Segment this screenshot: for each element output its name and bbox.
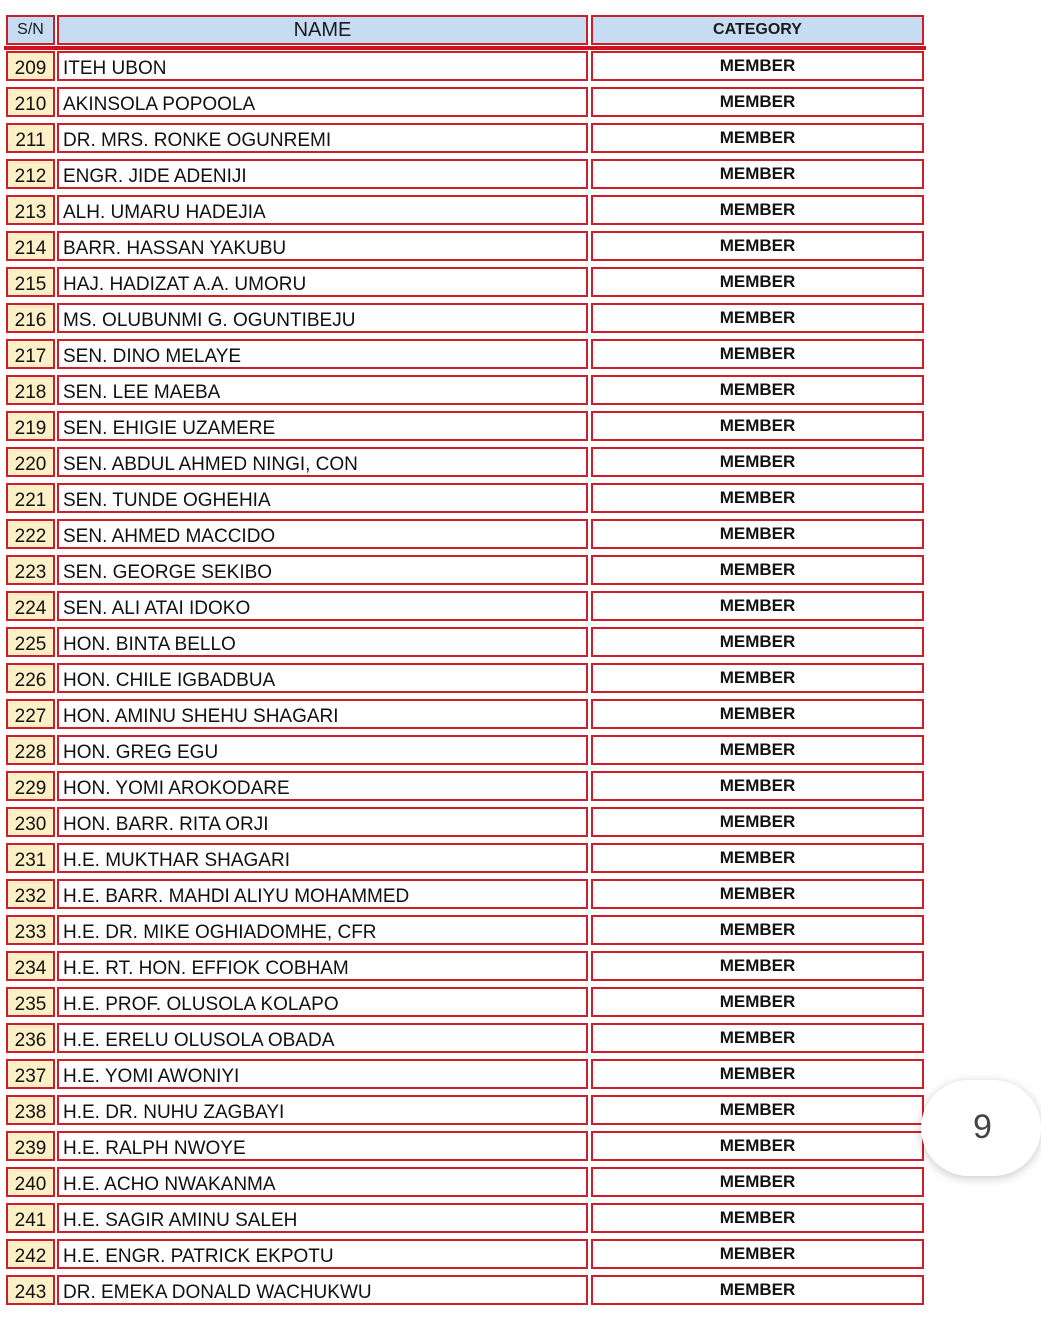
row-sn: 213 <box>6 195 55 225</box>
row-name: HON. YOMI AROKODARE <box>57 771 588 801</box>
header-name: NAME <box>57 15 588 45</box>
row-sn: 233 <box>6 915 55 945</box>
table-row <box>4 337 926 373</box>
table-row <box>4 1057 926 1093</box>
row-category: MEMBER <box>591 447 924 477</box>
table-row <box>4 1237 926 1273</box>
table-row <box>4 49 926 85</box>
row-category: MEMBER <box>591 915 924 945</box>
table-row <box>4 913 926 949</box>
row-category: MEMBER <box>591 51 924 81</box>
row-sn: 226 <box>6 663 55 693</box>
table-row <box>4 1165 926 1201</box>
row-name: SEN. DINO MELAYE <box>57 339 588 369</box>
row-name: H.E. SAGIR AMINU SALEH <box>57 1203 588 1233</box>
row-category: MEMBER <box>591 1167 924 1197</box>
row-sn: 214 <box>6 231 55 261</box>
row-category: MEMBER <box>591 663 924 693</box>
row-name: H.E. ERELU OLUSOLA OBADA <box>57 1023 588 1053</box>
table-header-row <box>4 13 926 49</box>
row-category: MEMBER <box>591 735 924 765</box>
row-category: MEMBER <box>591 627 924 657</box>
row-name: HAJ. HADIZAT A.A. UMORU <box>57 267 588 297</box>
row-sn: 228 <box>6 735 55 765</box>
row-name: H.E. DR. NUHU ZAGBAYI <box>57 1095 588 1125</box>
row-category: MEMBER <box>591 267 924 297</box>
row-sn: 222 <box>6 519 55 549</box>
row-sn: 209 <box>6 51 55 81</box>
row-name: H.E. RALPH NWOYE <box>57 1131 588 1161</box>
table-row <box>4 373 926 409</box>
table-row <box>4 445 926 481</box>
row-category: MEMBER <box>591 1095 924 1125</box>
row-category: MEMBER <box>591 1059 924 1089</box>
row-category: MEMBER <box>591 591 924 621</box>
table-row <box>4 841 926 877</box>
row-sn: 238 <box>6 1095 55 1125</box>
row-name: SEN. EHIGIE UZAMERE <box>57 411 588 441</box>
side-button-glyph: 9 <box>973 1108 992 1146</box>
row-sn: 229 <box>6 771 55 801</box>
table-row <box>4 481 926 517</box>
row-name: H.E. PROF. OLUSOLA KOLAPO <box>57 987 588 1017</box>
row-sn: 221 <box>6 483 55 513</box>
row-category: MEMBER <box>591 1239 924 1269</box>
row-sn: 212 <box>6 159 55 189</box>
row-sn: 242 <box>6 1239 55 1269</box>
table-row <box>4 949 926 985</box>
row-sn: 211 <box>6 123 55 153</box>
row-name: H.E. ENGR. PATRICK EKPOTU <box>57 1239 588 1269</box>
row-category: MEMBER <box>591 519 924 549</box>
table-row <box>4 589 926 625</box>
row-name: H.E. ACHO NWAKANMA <box>57 1167 588 1197</box>
row-name: H.E. YOMI AWONIYI <box>57 1059 588 1089</box>
row-name: HON. AMINU SHEHU SHAGARI <box>57 699 588 729</box>
table-row <box>4 1201 926 1237</box>
row-category: MEMBER <box>591 195 924 225</box>
row-sn: 232 <box>6 879 55 909</box>
row-category: MEMBER <box>591 231 924 261</box>
row-name: ENGR. JIDE ADENIJI <box>57 159 588 189</box>
row-sn: 220 <box>6 447 55 477</box>
row-name: H.E. MUKTHAR SHAGARI <box>57 843 588 873</box>
table-row <box>4 229 926 265</box>
row-category: MEMBER <box>591 339 924 369</box>
row-sn: 240 <box>6 1167 55 1197</box>
row-sn: 237 <box>6 1059 55 1089</box>
header-category: CATEGORY <box>591 15 924 45</box>
row-name: DR. MRS. RONKE OGUNREMI <box>57 123 588 153</box>
row-category: MEMBER <box>591 1203 924 1233</box>
row-sn: 218 <box>6 375 55 405</box>
row-sn: 215 <box>6 267 55 297</box>
table-row <box>4 301 926 337</box>
header-sn: S/N <box>6 15 55 45</box>
row-sn: 231 <box>6 843 55 873</box>
row-category: MEMBER <box>591 807 924 837</box>
row-name: SEN. GEORGE SEKIBO <box>57 555 588 585</box>
row-sn: 219 <box>6 411 55 441</box>
row-category: MEMBER <box>591 411 924 441</box>
table-body <box>4 49 926 1309</box>
row-category: MEMBER <box>591 483 924 513</box>
row-name: SEN. LEE MAEBA <box>57 375 588 405</box>
row-category: MEMBER <box>591 87 924 117</box>
row-category: MEMBER <box>591 1131 924 1161</box>
table-row <box>4 1129 926 1165</box>
table-row <box>4 805 926 841</box>
table-row <box>4 661 926 697</box>
row-category: MEMBER <box>591 159 924 189</box>
row-name: HON. BARR. RITA ORJI <box>57 807 588 837</box>
table-row <box>4 409 926 445</box>
row-name: H.E. RT. HON. EFFIOK COBHAM <box>57 951 588 981</box>
row-name: SEN. AHMED MACCIDO <box>57 519 588 549</box>
row-sn: 236 <box>6 1023 55 1053</box>
row-name: DR. EMEKA DONALD WACHUKWU <box>57 1275 588 1305</box>
row-sn: 235 <box>6 987 55 1017</box>
row-category: MEMBER <box>591 987 924 1017</box>
row-category: MEMBER <box>591 771 924 801</box>
row-name: HON. BINTA BELLO <box>57 627 588 657</box>
table-row <box>4 157 926 193</box>
row-sn: 230 <box>6 807 55 837</box>
table-row <box>4 85 926 121</box>
member-table <box>4 13 926 1309</box>
row-category: MEMBER <box>591 879 924 909</box>
row-category: MEMBER <box>591 555 924 585</box>
row-sn: 241 <box>6 1203 55 1233</box>
row-sn: 223 <box>6 555 55 585</box>
row-category: MEMBER <box>591 843 924 873</box>
row-sn: 210 <box>6 87 55 117</box>
table-row <box>4 121 926 157</box>
row-name: H.E. DR. MIKE OGHIADOMHE, CFR <box>57 915 588 945</box>
floating-side-button[interactable] <box>921 1080 1041 1176</box>
table-row <box>4 553 926 589</box>
row-sn: 217 <box>6 339 55 369</box>
row-category: MEMBER <box>591 123 924 153</box>
row-name: ITEH UBON <box>57 51 588 81</box>
row-sn: 216 <box>6 303 55 333</box>
row-name: MS. OLUBUNMI G. OGUNTIBEJU <box>57 303 588 333</box>
row-sn: 234 <box>6 951 55 981</box>
table-row <box>4 733 926 769</box>
table-row <box>4 193 926 229</box>
row-name: SEN. ALI ATAI IDOKO <box>57 591 588 621</box>
table-row <box>4 625 926 661</box>
row-sn: 239 <box>6 1131 55 1161</box>
row-name: HON. CHILE IGBADBUA <box>57 663 588 693</box>
table-row <box>4 697 926 733</box>
row-category: MEMBER <box>591 375 924 405</box>
table-row <box>4 769 926 805</box>
table-row <box>4 1021 926 1057</box>
row-category: MEMBER <box>591 1275 924 1305</box>
row-name: ALH. UMARU HADEJIA <box>57 195 588 225</box>
row-name: BARR. HASSAN YAKUBU <box>57 231 588 261</box>
row-category: MEMBER <box>591 951 924 981</box>
row-name: AKINSOLA POPOOLA <box>57 87 588 117</box>
table-row <box>4 265 926 301</box>
row-name: SEN. TUNDE OGHEHIA <box>57 483 588 513</box>
row-name: HON. GREG EGU <box>57 735 588 765</box>
row-sn: 225 <box>6 627 55 657</box>
table-row <box>4 517 926 553</box>
table-row <box>4 877 926 913</box>
row-sn: 243 <box>6 1275 55 1305</box>
row-category: MEMBER <box>591 699 924 729</box>
table-row <box>4 1273 926 1309</box>
row-sn: 224 <box>6 591 55 621</box>
row-name: H.E. BARR. MAHDI ALIYU MOHAMMED <box>57 879 588 909</box>
row-category: MEMBER <box>591 1023 924 1053</box>
row-name: SEN. ABDUL AHMED NINGI, CON <box>57 447 588 477</box>
row-sn: 227 <box>6 699 55 729</box>
row-category: MEMBER <box>591 303 924 333</box>
table-row <box>4 1093 926 1129</box>
table-row <box>4 985 926 1021</box>
